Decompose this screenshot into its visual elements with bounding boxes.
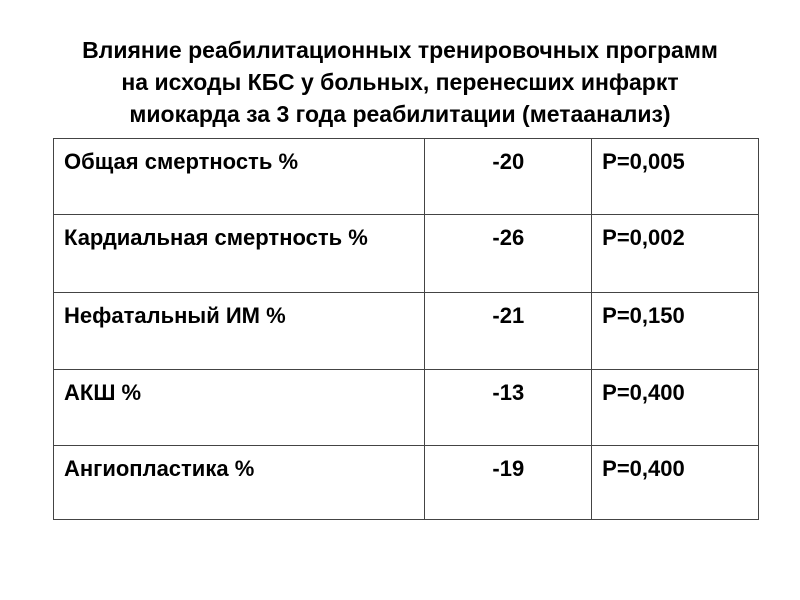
- outcome-name-cell: Кардиальная смертность %: [54, 215, 425, 293]
- p-value-cell: P=0,002: [592, 215, 759, 293]
- effect-value-cell: -13: [425, 370, 592, 446]
- p-value-cell: P=0,150: [592, 293, 759, 370]
- title-line-1: Влияние реабилитационных тренировочных программ: [82, 37, 718, 63]
- outcome-name-cell: Ангиопластика %: [54, 446, 425, 520]
- outcome-name-cell: Нефатальный ИМ %: [54, 293, 425, 370]
- effect-value-cell: -19: [425, 446, 592, 520]
- table-row: [54, 446, 759, 520]
- slide-title: [0, 34, 800, 130]
- p-value-cell: P=0,005: [592, 139, 759, 215]
- outcome-name-cell: АКШ %: [54, 370, 425, 446]
- table-row: [54, 215, 759, 293]
- effect-value-cell: -20: [425, 139, 592, 215]
- title-line-2: на исходы КБС у больных, перенесших инфаркт: [121, 69, 679, 95]
- table-row: [54, 370, 759, 446]
- table-row: [54, 293, 759, 370]
- outcome-name-cell: Общая смертность %: [54, 139, 425, 215]
- table-row: [54, 139, 759, 215]
- p-value-cell: P=0,400: [592, 446, 759, 520]
- title-line-3: миокарда за 3 года реабилитации (метаанализ): [129, 101, 671, 127]
- p-value-cell: P=0,400: [592, 370, 759, 446]
- effect-value-cell: -26: [425, 215, 592, 293]
- effect-value-cell: -21: [425, 293, 592, 370]
- results-table: [53, 138, 759, 520]
